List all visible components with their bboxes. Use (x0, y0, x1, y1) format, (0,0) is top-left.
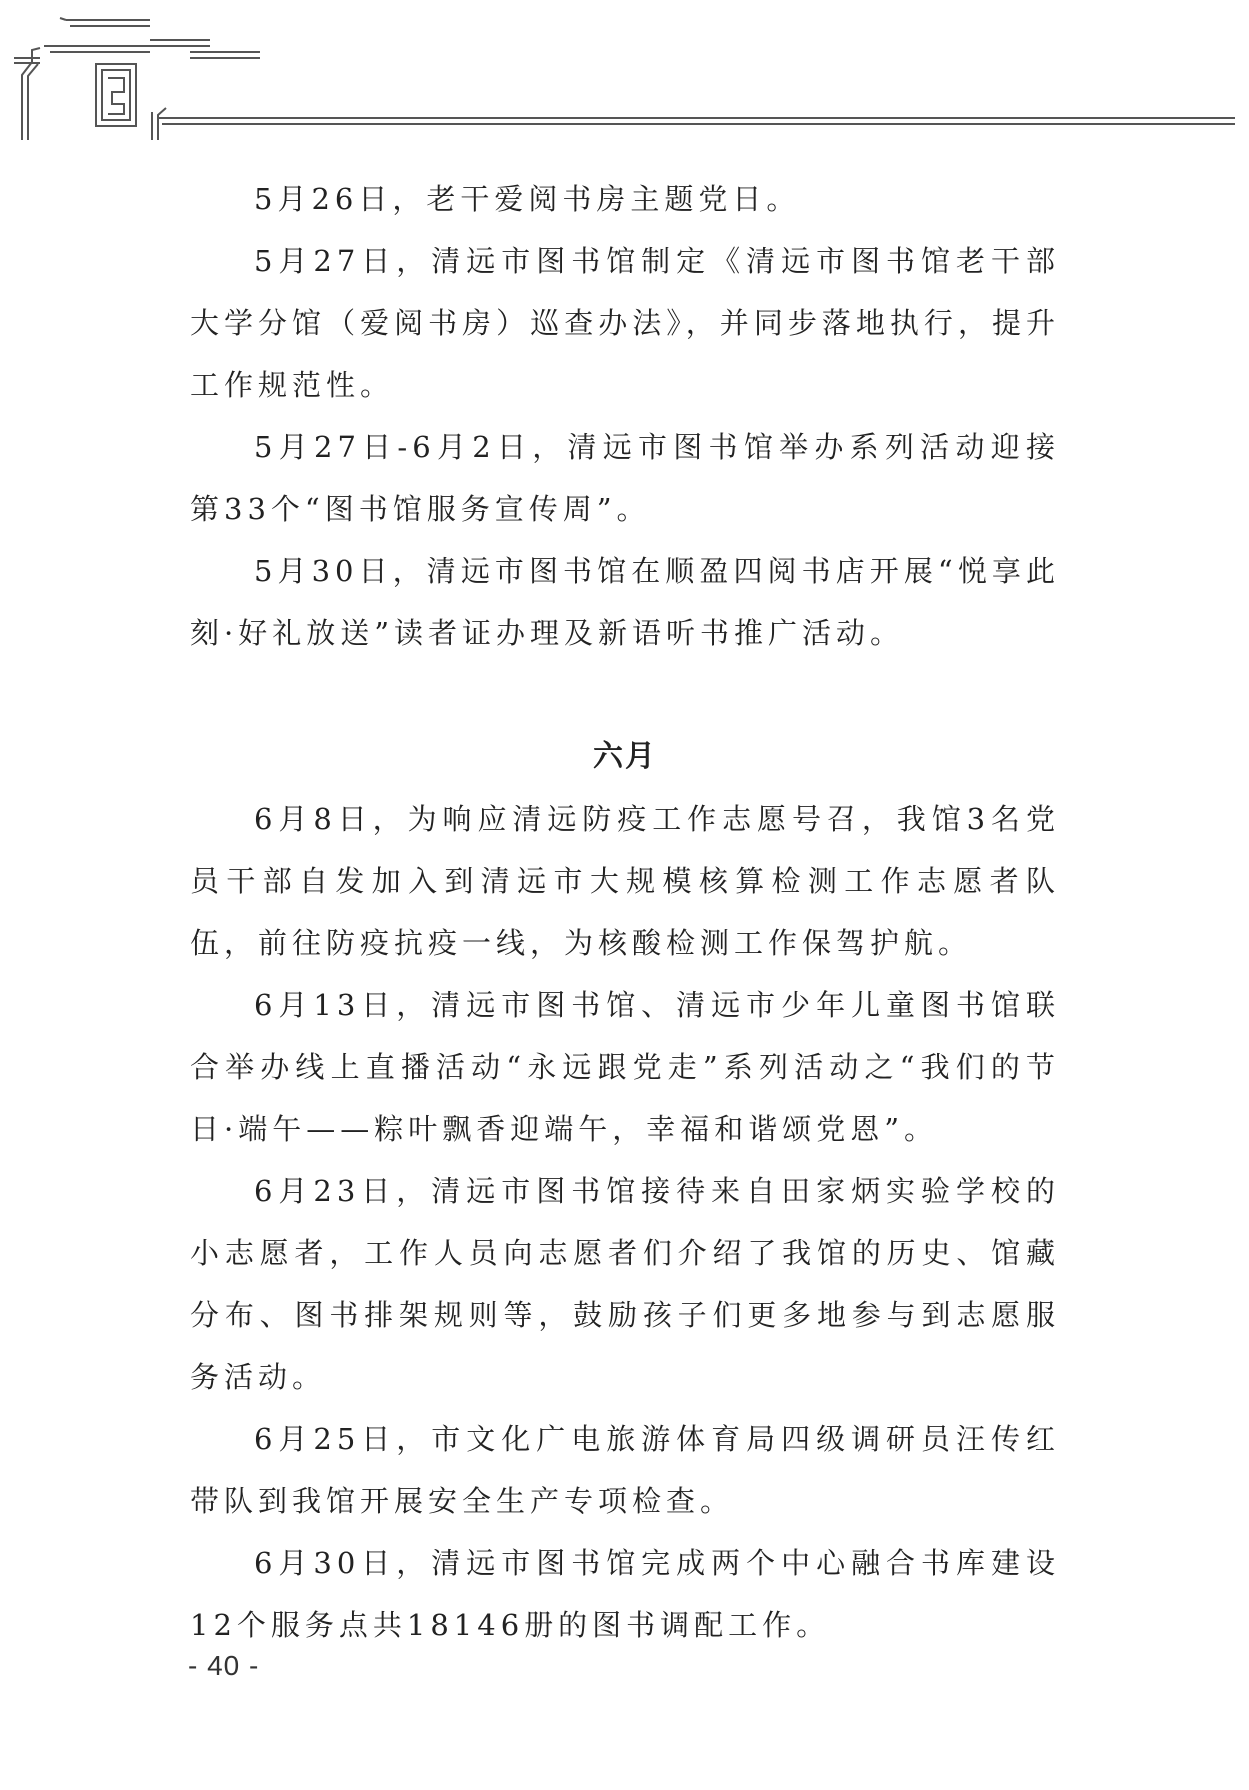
paragraph: 5月26日，老干爱阅书房主题党日。 (254, 182, 801, 216)
document-body (190, 168, 1060, 1656)
paragraph: 5月30日，清远市图书馆在顺盈四阅书店开展“悦享此刻·好礼放送”读者证办理及新语听书推广活动。 (190, 554, 1060, 650)
section-spacer (190, 664, 1060, 726)
page-number: - 40 - (188, 1650, 260, 1681)
header-eave-ornament-icon (0, 0, 1249, 150)
paragraph: 6月8日，为响应清远防疫工作志愿号召，我馆3名党员干部自发加入到清远市大规模核算检测工作志愿者队伍，前往防疫抗疫一线，为核酸检测工作保驾护航。 (190, 802, 1060, 960)
paragraph: 6月25日，市文化广电旅游体育局四级调研员汪传红带队到我馆开展安全生产专项检查。 (190, 1422, 1060, 1518)
paragraph: 6月23日，清远市图书馆接待来自田家炳实验学校的小志愿者，工作人员向志愿者们介绍了我馆的历史、馆藏分布、图书排架规则等，鼓励孩子们更多地参与到志愿服务活动。 (190, 1174, 1060, 1394)
paragraph: 6月30日，清远市图书馆完成两个中心融合书库建设12个服务点共18146册的图书调配工作。 (190, 1546, 1060, 1642)
paragraph: 5月27日，清远市图书馆制定《清远市图书馆老干部大学分馆（爱阅书房）巡查办法》，并同步落地执行，提升工作规范性。 (190, 244, 1060, 402)
paragraph: 6月13日，清远市图书馆、清远市少年儿童图书馆联合举办线上直播活动“永远跟党走”系列活动之“我们的节日·端午——粽叶飘香迎端午，幸福和谐颂党恩”。 (190, 988, 1060, 1146)
section-title: 六月 (593, 739, 657, 774)
paragraph: 5月27日-6月2日，清远市图书馆举办系列活动迎接第33个“图书馆服务宣传周”。 (190, 430, 1060, 526)
